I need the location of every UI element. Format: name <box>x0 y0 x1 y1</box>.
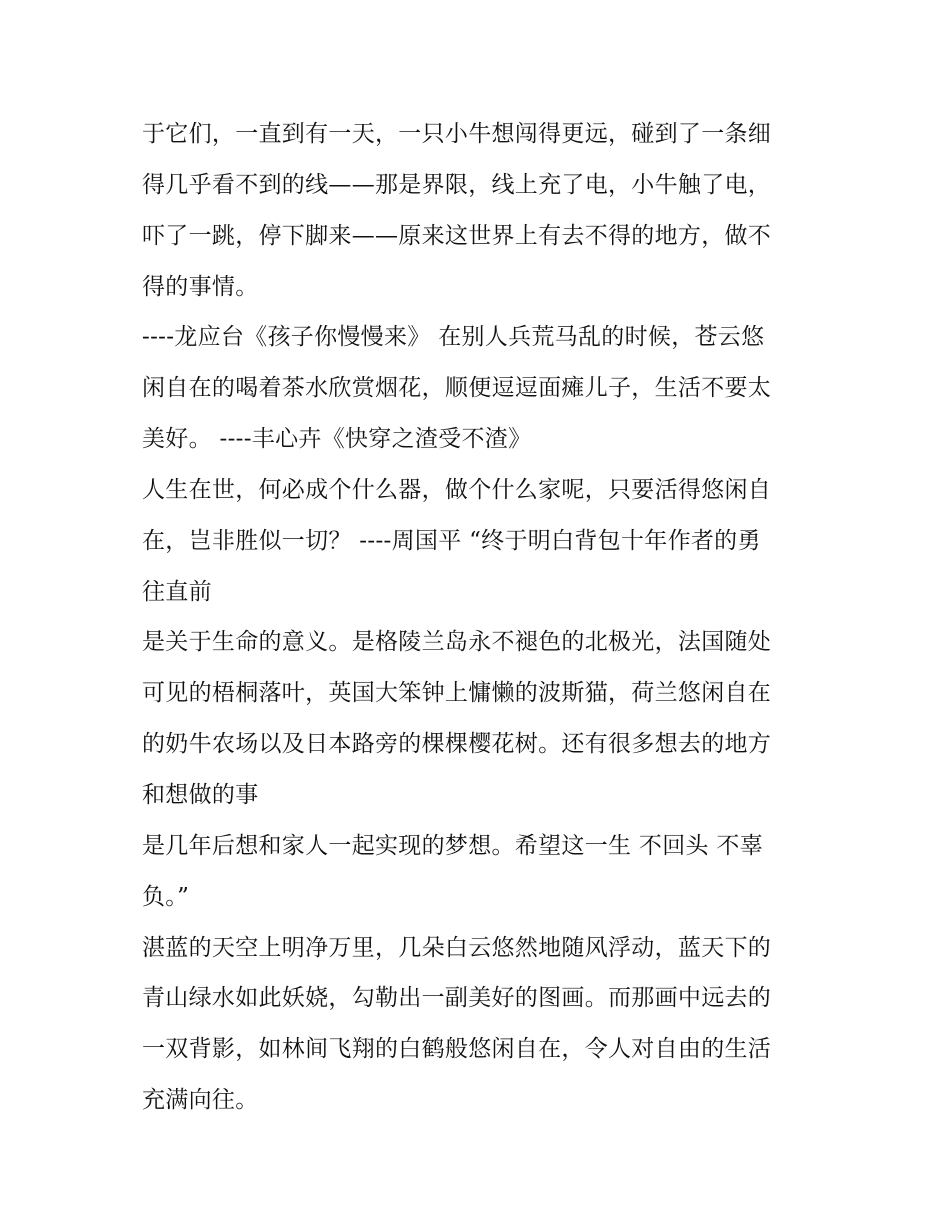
text-line: 充满向往。 <box>142 1087 259 1114</box>
text-line: 可见的梧桐落叶，英国大笨钟上慵懒的波斯猫，荷兰悠闲自在 <box>142 680 772 707</box>
text-line: 是关于生命的意义。是格陵兰岛永不褪色的北极光，法国随处 <box>142 629 772 656</box>
text-line: 是几年后想和家人一起实现的梦想。希望这一生 不回头 不辜 <box>142 832 764 859</box>
text-line: 吓了一跳，停下脚来——原来这世界上有去不得的地方，做不 <box>142 222 772 249</box>
text-line: 一双背影，如林间飞翔的白鹤般悠闲自在，令人对自由的生活 <box>142 1036 772 1063</box>
document-body <box>142 109 842 1126</box>
text-line: 得的事情。 <box>142 273 259 300</box>
text-line: 在，岂非胜似一切？ ----周国平 “终于明白背包十年作者的勇 <box>142 527 761 554</box>
text-line: 湛蓝的天空上明净万里，几朵白云悠然地随风浮动，蓝天下的 <box>142 934 772 961</box>
text-line: 得几乎看不到的线——那是界限，线上充了电，小牛触了电， <box>142 171 772 198</box>
text-line: ----龙应台《孩子你慢慢来》 在别人兵荒马乱的时候，苍云悠 <box>142 324 765 351</box>
text-line: 人生在世，何必成个什么器，做个什么家呢，只要活得悠闲自 <box>142 476 772 503</box>
text-line: 负。” <box>142 883 190 910</box>
text-line: 青山绿水如此妖娆，勾勒出一副美好的图画。而那画中远去的 <box>142 985 772 1012</box>
text-line: 闲自在的喝着茶水欣赏烟花，顺便逗逗面瘫儿子，生活不要太 <box>142 375 772 402</box>
text-line: 往直前 <box>142 578 212 605</box>
text-line: 的奶牛农场以及日本路旁的棵棵樱花树。还有很多想去的地方 <box>142 731 772 758</box>
text-line: 美好。 ----丰心卉《快穿之渣受不渣》 <box>142 426 532 453</box>
text-line: 和想做的事 <box>142 781 259 808</box>
text-line: 于它们，一直到有一天，一只小牛想闯得更远，碰到了一条细 <box>142 121 772 147</box>
